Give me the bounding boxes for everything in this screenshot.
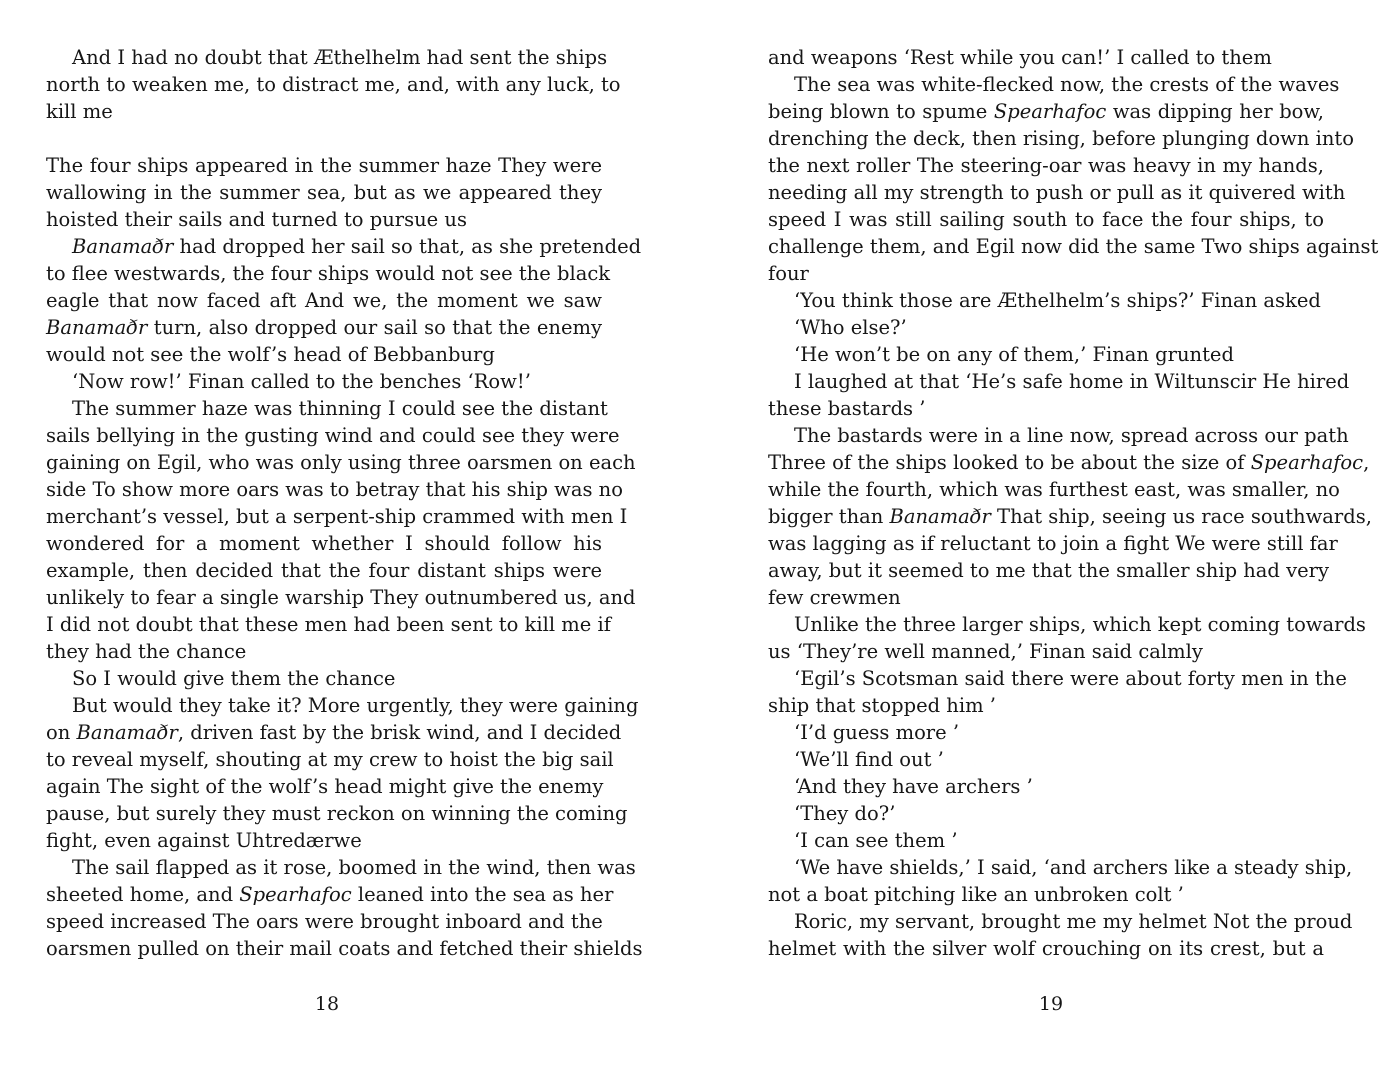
right-page-text	[768, 44, 1379, 962]
text-line: these bastards ’	[768, 397, 926, 420]
text-line: The bastards were in a line now, spread across our path	[794, 424, 1349, 447]
text-line: ship that stopped him ’	[768, 694, 996, 717]
ship-name: Spearhafoc	[993, 100, 1107, 123]
text-line: fight, even against Uhtredærwe	[46, 829, 362, 852]
text-line: speed I was still sailing south to face the four ships, to	[768, 208, 1324, 231]
text-line: merchant’s vessel, but a serpent-ship crammed with men I	[46, 505, 628, 528]
left-page-text	[46, 44, 643, 962]
text-line: would not see the wolf’s head of Bebbanburg	[46, 343, 495, 366]
text-line: ‘We’ll find out ’	[794, 748, 944, 771]
text-line: needing all my strength to push or pull as it quivered with	[768, 181, 1346, 204]
text-line: The four ships appeared in the summer haze They were	[46, 154, 602, 177]
left-page-number: 18	[314, 993, 340, 1015]
ship-name: Banamaðr	[46, 316, 148, 339]
ship-name: Banamaðr	[76, 721, 178, 744]
text-line: helmet with the silver wolf crouching on its crest, but a	[768, 937, 1324, 960]
text-line: gaining on Egil, who was only using three oarsmen on each	[46, 451, 636, 474]
text-line: The summer haze was thinning I could see the distant	[72, 397, 608, 420]
text-line: ‘And they have archers ’	[794, 775, 1033, 798]
text-line: wondered for a moment whether I should follow his	[46, 532, 602, 555]
text-line: And I had no doubt that Æthelhelm had sent the ships	[72, 46, 608, 69]
text-line: four	[768, 262, 809, 285]
text-line: drenching the deck, then rising, before plunging down into	[768, 127, 1354, 150]
text-line: Banamaðr had dropped her sail so that, as she pretended	[72, 235, 642, 258]
text-line: was lagging as if reluctant to join a fight We were still far	[768, 532, 1338, 555]
text-line: us ‘They’re well manned,’ Finan said calmly	[768, 640, 1203, 663]
text-line: kill me	[46, 100, 113, 123]
text-line: So I would give them the chance	[72, 667, 396, 690]
text-line	[46, 125, 602, 152]
text-line: Banamaðr turn, also dropped our sail so that the enemy	[46, 316, 602, 339]
right-page-number: 19	[1038, 993, 1064, 1015]
text-line: ‘They do?’	[794, 802, 896, 825]
text-line: not a boat pitching like an unbroken colt ’	[768, 883, 1184, 906]
text-line: to reveal myself, shouting at my crew to hoist the big sail	[46, 748, 614, 771]
text-line: The sea was white-flecked now, the crests of the waves	[794, 73, 1340, 96]
text-line: while the fourth, which was furthest east, was smaller, no	[768, 478, 1340, 501]
text-line: away, but it seemed to me that the smaller ship had very	[768, 559, 1330, 582]
text-line: ‘I can see them ’	[794, 829, 958, 852]
ship-name: Banamaðr	[72, 235, 174, 258]
text-line: north to weaken me, to distract me, and, with any luck, to	[46, 73, 621, 96]
text-line: on Banamaðr, driven fast by the brisk wind, and I decided	[46, 721, 622, 744]
text-line: ‘He won’t be on any of them,’ Finan grunted	[794, 343, 1234, 366]
text-line: again The sight of the wolf’s head might give the enemy	[46, 775, 604, 798]
text-line: ‘Now row!’ Finan called to the benches ‘Row!’	[72, 370, 531, 393]
text-line: sheeted home, and Spearhafoc leaned into the sea as her	[46, 883, 614, 906]
text-line: wallowing in the summer sea, but as we appeared they	[46, 181, 602, 204]
text-line: ‘Who else?’	[794, 316, 907, 339]
text-line: ‘Egil’s Scotsman said there were about forty men in the	[794, 667, 1347, 690]
text-line: pause, but surely they must reckon on winning the coming	[46, 802, 628, 825]
text-line: I did not doubt that these men had been sent to kill me if	[46, 613, 611, 636]
text-line: few crewmen	[768, 586, 901, 609]
text-line: ‘I’d guess more ’	[794, 721, 960, 744]
text-line: eagle that now faced aft And we, the moment we saw	[46, 289, 602, 312]
text-line: they had the chance	[46, 640, 247, 663]
text-line: Three of the ships looked to be about the size of Spearhafoc,	[768, 451, 1370, 474]
text-line: Roric, my servant, brought me my helmet Not the proud	[794, 910, 1353, 933]
text-line: the next roller The steering-oar was heavy in my hands,	[768, 154, 1324, 177]
text-line: speed increased The oars were brought inboard and the	[46, 910, 603, 933]
right-page	[768, 44, 1379, 962]
text-line: challenge them, and Egil now did the same Two ships against	[768, 235, 1379, 258]
text-line: ‘We have shields,’ I said, ‘and archers like a steady ship,	[794, 856, 1353, 879]
text-line: But would they take it? More urgently, they were gaining	[72, 694, 639, 717]
ship-name: Spearhafoc	[1250, 451, 1364, 474]
text-line: to flee westwards, the four ships would not see the black	[46, 262, 611, 285]
text-line: bigger than Banamaðr That ship, seeing us race southwards,	[768, 505, 1372, 528]
text-line: I laughed at that ‘He’s safe home in Wiltunscir He hired	[794, 370, 1350, 393]
text-line: Unlike the three larger ships, which kept coming towards	[794, 613, 1366, 636]
text-line: side To show more oars was to betray that his ship was no	[46, 478, 623, 501]
text-line: ‘You think those are Æthelhelm’s ships?’ Finan asked	[794, 289, 1321, 312]
ship-name: Spearhafoc	[239, 883, 352, 906]
text-line: sails bellying in the gusting wind and could see they were	[46, 424, 620, 447]
left-page	[46, 44, 643, 962]
text-line: oarsmen pulled on their mail coats and fetched their shields	[46, 937, 643, 960]
text-line: example, then decided that the four distant ships were	[46, 559, 602, 582]
text-line: being blown to spume Spearhafoc was dipping her bow,	[768, 100, 1324, 123]
text-line: hoisted their sails and turned to pursue us	[46, 208, 467, 231]
text-line: unlikely to fear a single warship They outnumbered us, and	[46, 586, 636, 609]
text-line: The sail flapped as it rose, boomed in the wind, then was	[72, 856, 636, 879]
text-line: and weapons ‘Rest while you can!’ I called to them	[768, 46, 1272, 69]
ship-name: Banamaðr	[889, 505, 991, 528]
